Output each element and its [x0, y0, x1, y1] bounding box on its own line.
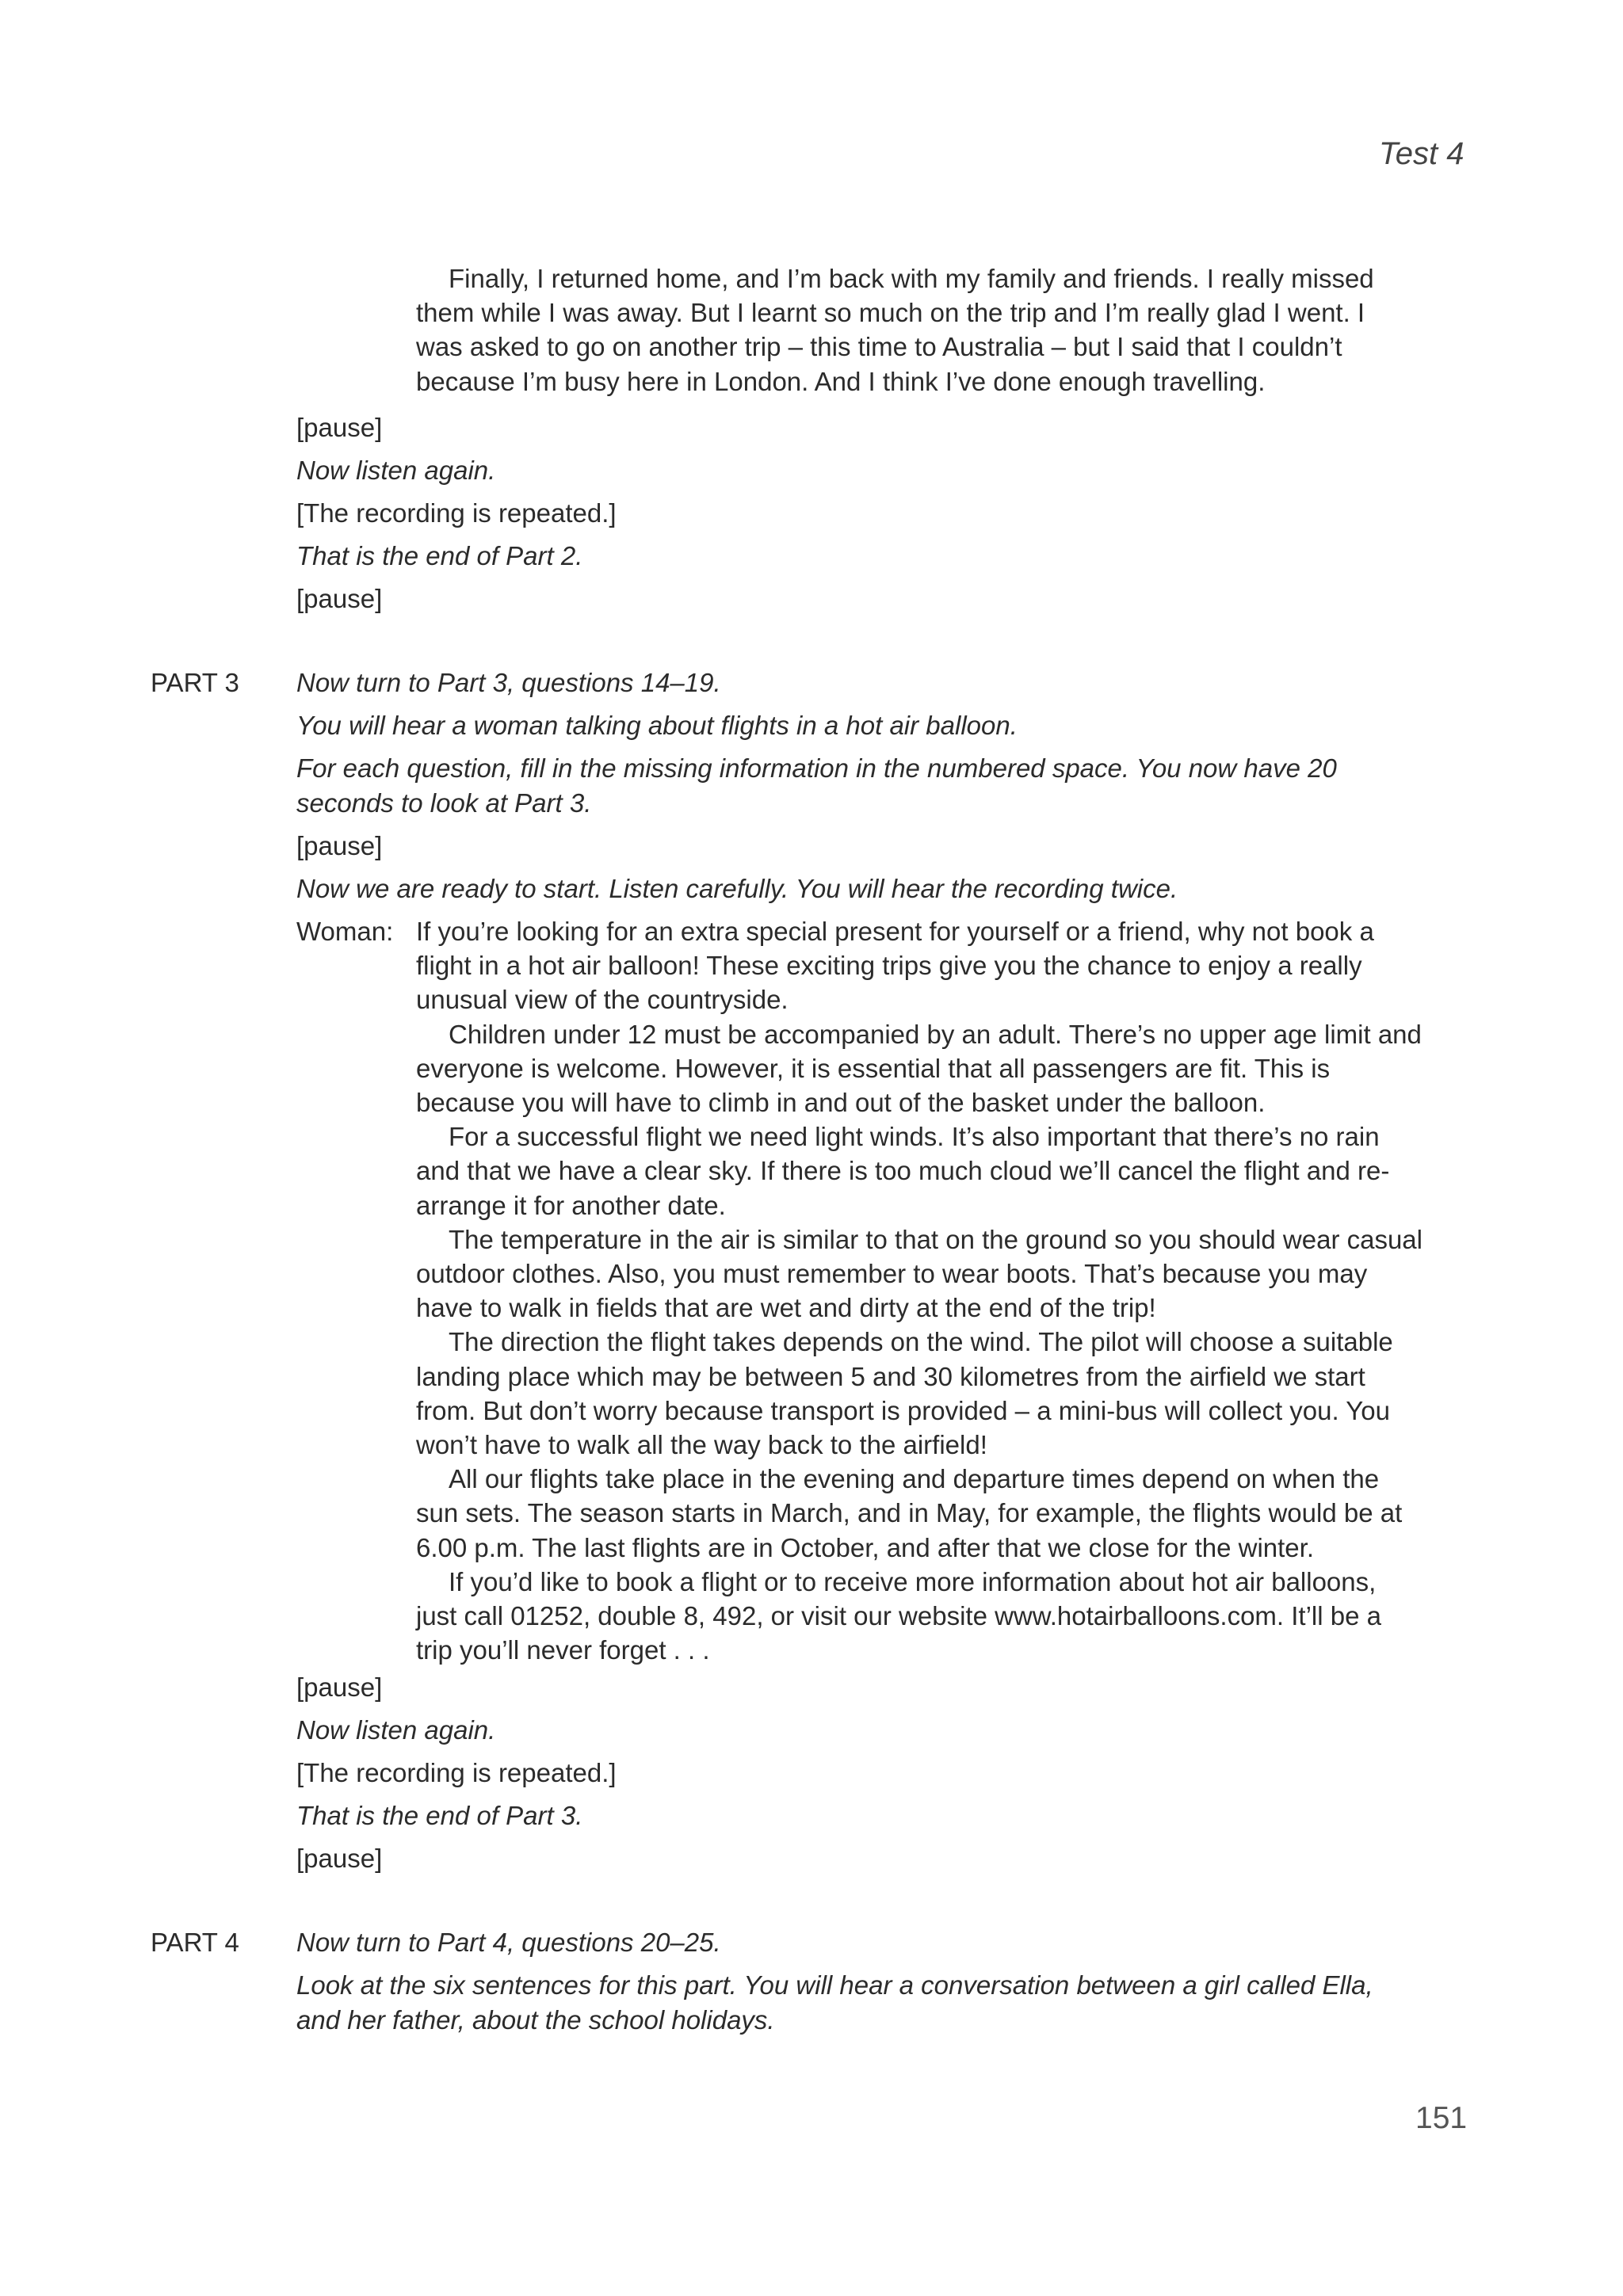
part3-label: PART 3: [151, 668, 239, 697]
part4-turn-instruction: Now turn to Part 4, questions 20–25.: [296, 1928, 721, 1957]
text-line: from. But don’t worry because transport is provided – a mini-bus will collect you. You: [416, 1395, 1390, 1425]
text-line: The temperature in the air is similar to that on the ground so you should wear casual: [449, 1224, 1423, 1254]
stage-direction-pause: [pause]: [296, 1844, 383, 1873]
text-line: If you’d like to book a flight or to receive more information about hot air balloons,: [449, 1566, 1377, 1596]
part3-fill-instruction: [296, 751, 1422, 821]
text-line: If you’re looking for an extra special present for yourself or a friend, why not book a: [416, 917, 1374, 946]
part4-label: PART 4: [151, 1928, 239, 1957]
speaker-label: Woman:: [296, 917, 394, 946]
stage-direction-pause: [pause]: [296, 831, 383, 860]
part4-conversation-instruction: [296, 1968, 1422, 2038]
text-line: because I’m busy here in London. And I think I’ve done enough travelling.: [416, 366, 1266, 396]
text-line: everyone is welcome. However, it is essential that all passengers are fit. This is: [416, 1053, 1331, 1083]
text-line: outdoor clothes. Also, you must remember to wear boots. That’s because you may: [416, 1259, 1368, 1289]
text-line: seconds to look at Part 3.: [296, 788, 592, 818]
text-line: flight in a hot air balloon! These exciting trips give you the chance to enjoy a really: [416, 951, 1362, 981]
page-header: Test 4: [1379, 136, 1465, 171]
stage-direction-listen-again: Now listen again.: [296, 456, 496, 485]
stage-direction-repeated: [The recording is repeated.]: [296, 498, 617, 528]
text-line: was asked to go on another trip – this time to Australia – but I said that I couldn’t: [416, 332, 1342, 362]
text-line: For each question, fill in the missing information in the numbered space. You now have 20: [296, 753, 1337, 783]
text-line: and her father, about the school holidays.: [296, 2005, 775, 2035]
text-line: just call 01252, double 8, 492, or visit our website www.hotairballoons.com. It’ll be a: [416, 1601, 1381, 1631]
stage-direction-end-part3: That is the end of Part 3.: [296, 1801, 583, 1830]
stage-direction-end-part2: That is the end of Part 2.: [296, 541, 583, 570]
stage-direction-pause: [pause]: [296, 413, 383, 442]
text-line: Finally, I returned home, and I’m back with my family and friends. I really missed: [449, 264, 1374, 293]
text-line: 6.00 p.m. The last flights are in October, and after that we close for the winter.: [416, 1532, 1314, 1562]
part3-turn-instruction: Now turn to Part 3, questions 14–19.: [296, 668, 721, 697]
text-line: For a successful flight we need light winds. It’s also important that there’s no rain: [449, 1122, 1380, 1152]
stage-direction-pause: [pause]: [296, 1672, 383, 1702]
text-line: won’t have to walk all the way back to the airfield!: [416, 1430, 987, 1460]
part2-closing-paragraph: [416, 261, 1478, 399]
text-line: Look at the six sentences for this part. You will hear a conversation between a girl called Ella,: [296, 1970, 1373, 2000]
text-line: and that we have a clear sky. If there is too much cloud we’ll cancel the flight and re-: [416, 1156, 1390, 1186]
text-line: All our flights take place in the evening and departure times depend on when the: [449, 1464, 1380, 1494]
text-line: sun sets. The season starts in March, and in May, for example, the flights would be at: [416, 1498, 1403, 1528]
text-line: landing place which may be between 5 and 30 kilometres from the airfield we start: [416, 1361, 1365, 1391]
text-line: have to walk in fields that are wet and dirty at the end of the trip!: [416, 1293, 1156, 1323]
woman-transcript: [416, 914, 1478, 1667]
part3-ready-instruction: Now we are ready to start. Listen carefully. You will hear the recording twice.: [296, 874, 1178, 903]
text-line: Children under 12 must be accompanied by an adult. There’s no upper age limit and: [449, 1019, 1422, 1049]
part3-hear-instruction: You will hear a woman talking about flights in a hot air balloon.: [296, 711, 1018, 740]
text-line: The direction the flight takes depends on the wind. The pilot will choose a suitable: [449, 1327, 1393, 1357]
stage-direction-repeated: [The recording is repeated.]: [296, 1758, 617, 1787]
text-line: arrange it for another date.: [416, 1190, 726, 1220]
page-number: 151: [1415, 2101, 1468, 2135]
stage-direction-pause: [pause]: [296, 584, 383, 613]
stage-direction-listen-again: Now listen again.: [296, 1715, 496, 1745]
text-line: because you will have to climb in and out of the basket under the balloon.: [416, 1088, 1266, 1118]
text-line: them while I was away. But I learnt so much on the trip and I’m really glad I went. I: [416, 298, 1365, 328]
text-line: unusual view of the countryside.: [416, 985, 789, 1015]
text-line: trip you’ll never forget . . .: [416, 1635, 710, 1665]
